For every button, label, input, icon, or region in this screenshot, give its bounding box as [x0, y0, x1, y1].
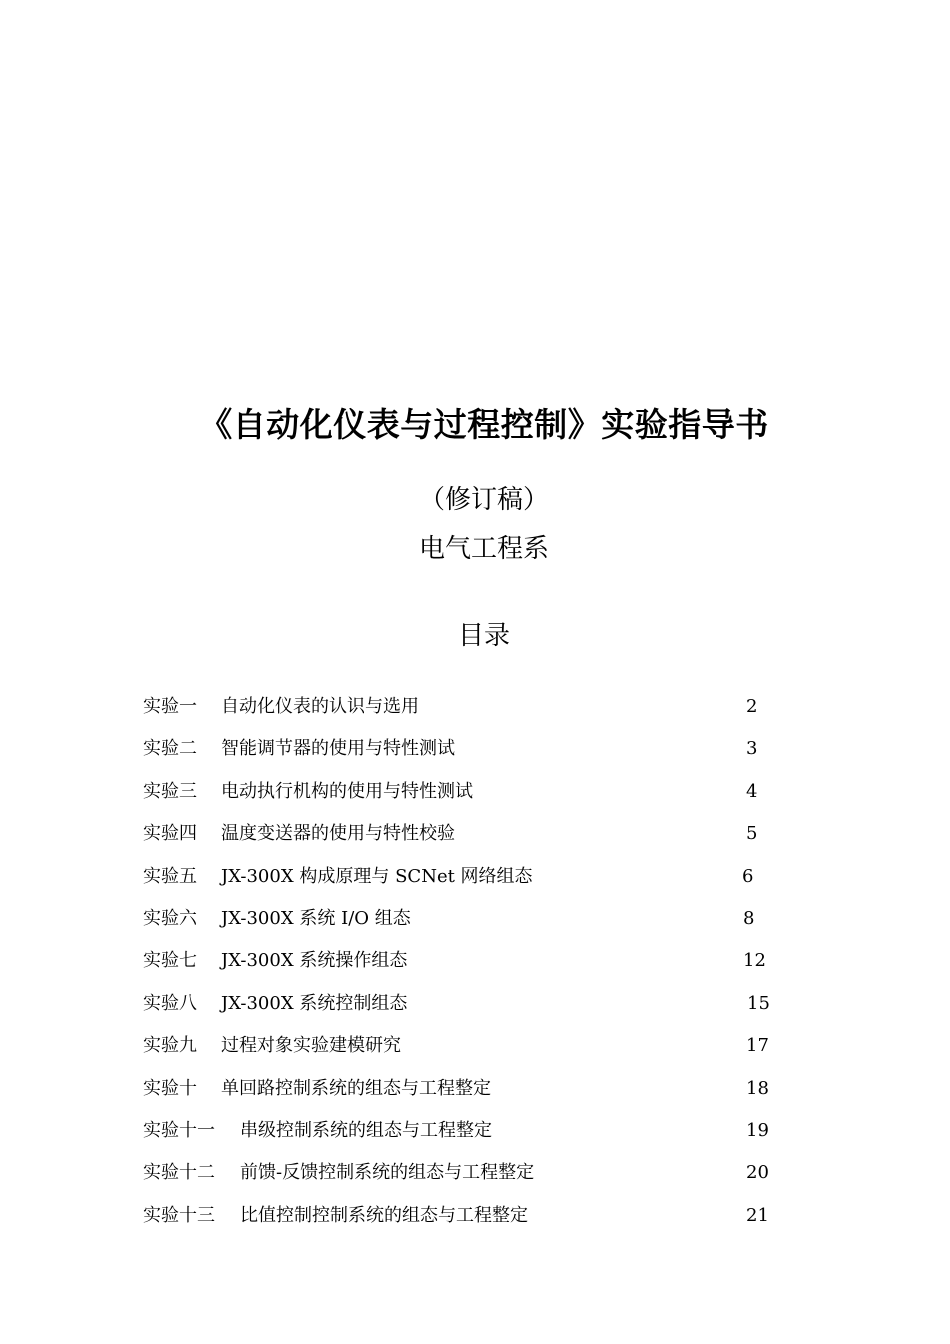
toc-entry-number: 实验五 [143, 865, 197, 887]
toc-entry-title: JX-300X 系统操作组态 [221, 950, 408, 972]
toc-entry-page: 2 [746, 696, 758, 717]
toc-entry-number: 实验十二 [143, 1162, 215, 1184]
toc-entry-number: 实验四 [143, 823, 197, 845]
toc-entry [143, 690, 783, 732]
toc-entry-page: 17 [746, 1035, 769, 1057]
toc-entry-title: 电动执行机构的使用与特性测试 [221, 780, 473, 802]
toc-entry-number: 实验二 [143, 738, 197, 760]
toc-entry [143, 817, 783, 859]
toc-entry-title: 智能调节器的使用与特性测试 [221, 738, 455, 760]
toc-entry-title: 过程对象实验建模研究 [221, 1035, 401, 1057]
toc-entry [143, 732, 783, 774]
toc-entry-title: JX-300X 系统控制组态 [221, 992, 408, 1014]
toc-entry-title: JX-300X 系统 I/O 组态 [221, 907, 411, 929]
toc-entry [143, 987, 783, 1029]
toc-entry-number: 实验十三 [143, 1204, 215, 1226]
toc-entry [143, 1114, 783, 1156]
toc-entry-page: 20 [746, 1162, 769, 1184]
toc-entry-number: 实验十 [143, 1077, 197, 1099]
toc-entry [143, 1072, 783, 1114]
toc-entry-number: 实验十一 [143, 1119, 215, 1141]
document-title: 《自动化仪表与过程控制》实验指导书 [199, 405, 769, 444]
toc-entry-number: 实验七 [143, 950, 197, 972]
toc-entry-page: 3 [746, 738, 758, 760]
toc-entry-number: 实验一 [143, 696, 197, 717]
toc-entry-title: 温度变送器的使用与特性校验 [221, 823, 455, 845]
toc-entry-page: 5 [746, 823, 758, 845]
table-of-contents [143, 690, 783, 1241]
toc-entry [143, 1029, 783, 1071]
toc-entry-page: 18 [746, 1077, 769, 1099]
toc-heading: 目录 [457, 621, 510, 651]
department-name: 电气工程系 [418, 534, 549, 564]
toc-entry-page: 21 [746, 1204, 769, 1226]
toc-entry [143, 944, 783, 986]
toc-entry [143, 1156, 783, 1198]
toc-entry [143, 1199, 783, 1241]
toc-entry-number: 实验九 [143, 1035, 197, 1057]
toc-entry-title: 自动化仪表的认识与选用 [221, 696, 419, 717]
toc-entry [143, 775, 783, 817]
toc-entry-title: 串级控制系统的组态与工程整定 [240, 1119, 492, 1141]
toc-entry [143, 860, 783, 902]
toc-entry-title: 比值控制控制系统的组态与工程整定 [240, 1204, 528, 1226]
toc-entry-page: 8 [743, 907, 755, 929]
toc-entry-page: 6 [742, 865, 754, 887]
toc-entry-page: 12 [743, 950, 766, 972]
toc-entry-number: 实验三 [143, 780, 197, 802]
toc-entry-title: 单回路控制系统的组态与工程整定 [221, 1077, 491, 1099]
toc-entry-title: 前馈-反馈控制系统的组态与工程整定 [240, 1162, 535, 1184]
toc-entry-page: 19 [746, 1119, 769, 1141]
toc-entry-number: 实验六 [143, 907, 197, 929]
toc-entry [143, 902, 783, 944]
toc-entry-page: 4 [746, 780, 758, 802]
toc-entry-page: 15 [747, 992, 770, 1014]
revision-note: （修订稿） [418, 485, 549, 515]
toc-entry-number: 实验八 [143, 992, 197, 1014]
toc-entry-title: JX-300X 构成原理与 SCNet 网络组态 [221, 865, 533, 887]
